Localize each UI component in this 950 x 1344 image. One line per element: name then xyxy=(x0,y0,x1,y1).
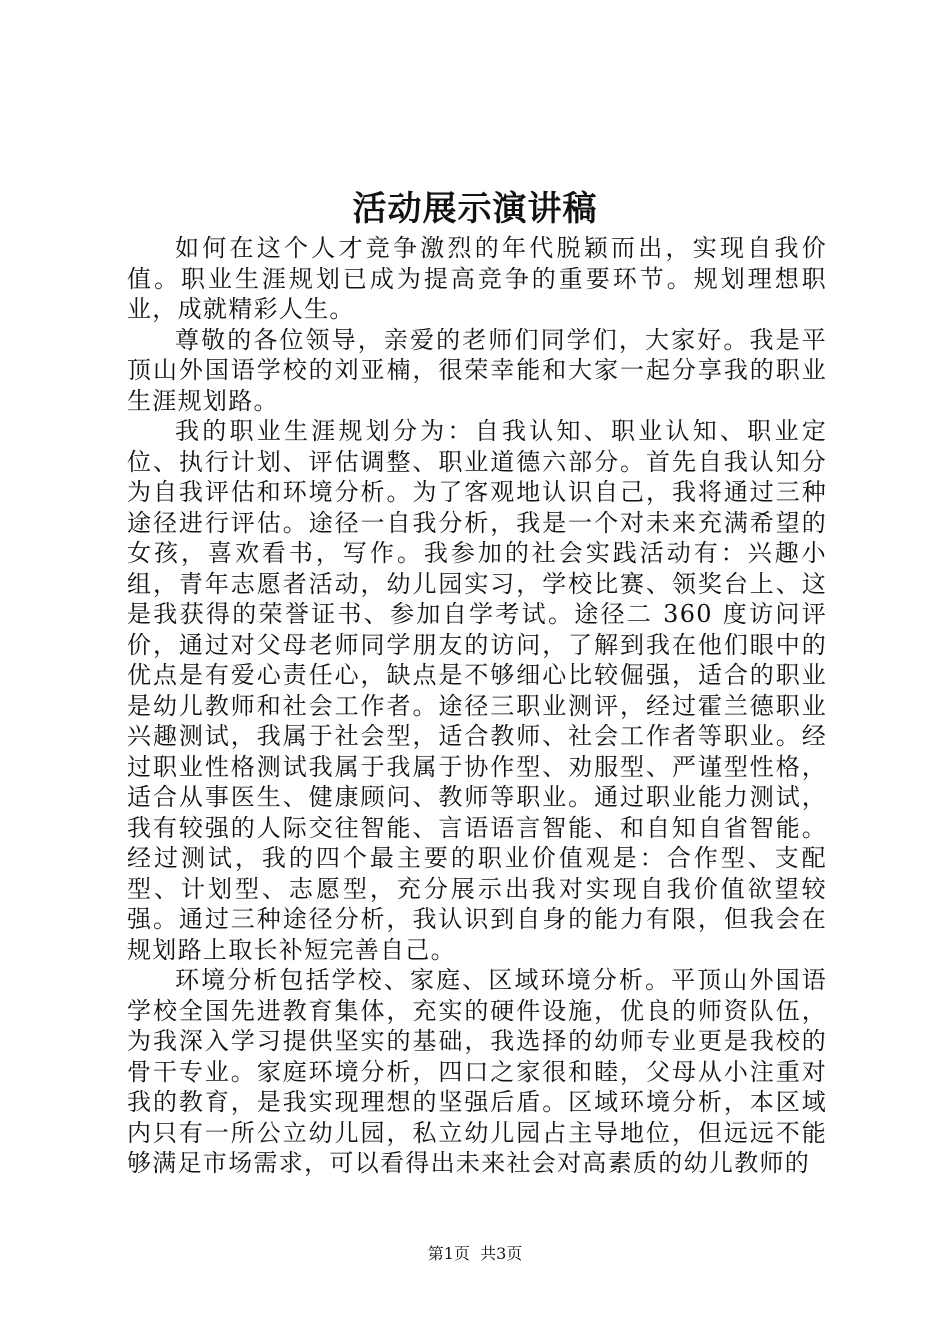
paragraph-intro: 如何在这个人才竞争激烈的年代脱颖而出，实现自我价值。职业生涯规划已成为提高竞争的重要环节。规划理想职业，成就精彩人生。 xyxy=(127,234,827,323)
page-footer xyxy=(0,1242,950,1266)
paragraph-greeting: 尊敬的各位领导，亲爱的老师们同学们，大家好。我是平顶山外国语学校的刘亚楠，很荣幸能和大家一起分享我的职业生涯规划路。 xyxy=(127,325,827,415)
paragraph-environment-analysis: 环境分析包括学校、家庭、区域环境分析。平顶山外国语学校全国先进教育集体，充实的硬件设施，优良的师资队伍，为我深入学习提供坚实的基础，我选择的幼师专业更是我校的骨干专业。家庭环境分析，四口之家很和睦，父母从小注重对我的教育，是我实现理想的坚强后盾。区域环境分析，本区域内只有一所公立幼儿园，私立幼儿园占主导地位，但远远不能够满足市场需求，可以看得出未来社会对高素质的幼儿教师的 xyxy=(127,966,827,1177)
paragraph-self-assessment: 我的职业生涯规划分为：自我认知、职业认知、职业定位、执行计划、评估调整、职业道德六部分。首先自我认知分为自我评估和环境分析。为了客观地认识自己，我将通过三种途径进行评估。途径一自我分析，我是一个对未来充满希望的女孩，喜欢看书，写作。我参加的社会实践活动有：兴趣小组，青年志愿者活动，幼儿园实习，学校比赛、领奖台上、这是我获得的荣誉证书、参加自学考试。途径二 360 度访问评价，通过对父母老师同学朋友的访问，了解到我在他们眼中的优点是有爱心责任心，缺点是不够细心比较倔强，适合的职业是幼儿教师和社会工作者。途径三职业测评，经过霍兰德职业兴趣测试，我属于社会型，适合教师、社会工作者等职业。经过职业性格测试我属于我属于协作型、劝服型、严谨型性格，适合从事医生、健康顾问、教师等职业。通过职业能力测试，我有较强的人际交往智能、言语语言智能、和自知自省智能。经过测试，我的四个最主要的职业价值观是：合作型、支配型、计划型、志愿型，充分展示出我对实现自我价值欲望较强。通过三种途径分析，我认识到自身的能力有限，但我会在规划路上取长补短完善自己。 xyxy=(127,417,827,964)
document-title: 活动展示演讲稿 xyxy=(352,189,598,229)
page-number: 第1页 xyxy=(427,1244,470,1263)
document-body xyxy=(127,233,827,1179)
page-total: 共3页 xyxy=(480,1244,523,1263)
